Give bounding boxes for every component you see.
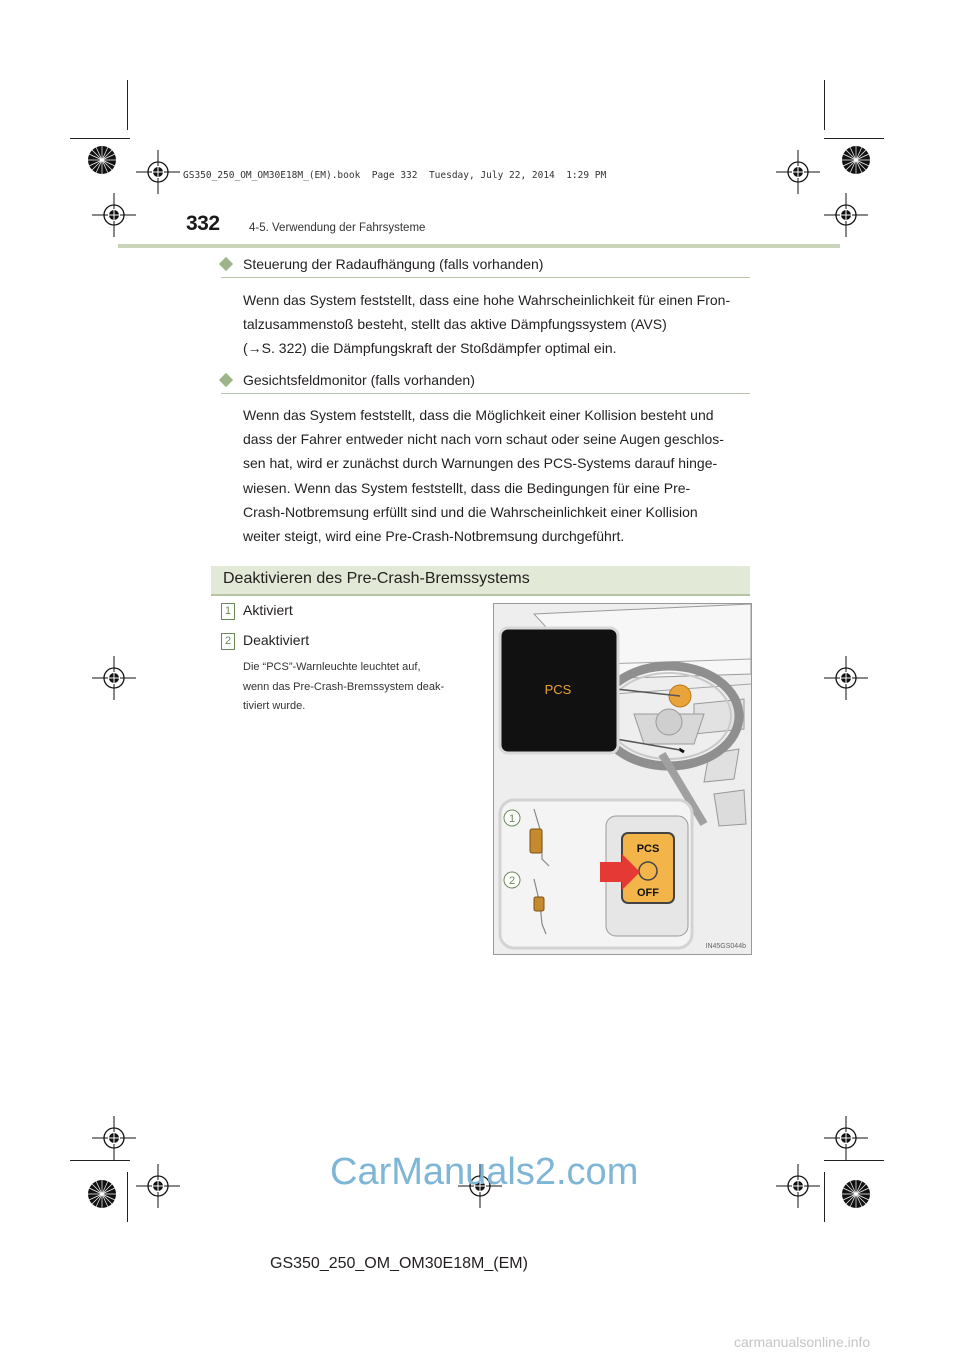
paragraph-line: talzusammenstoß besteht, stellt das aktive Dämpfungssystem (AVS): [243, 316, 667, 333]
star-registration-mark: [80, 138, 124, 182]
paragraph-line: (→S. 322) die Dämpfungskraft der Stoßdämpfer optimal ein.: [243, 340, 617, 357]
callout-2: 2: [508, 875, 516, 887]
number-badge: 2: [221, 633, 235, 650]
paragraph-line: Crash-Notbremsung erfüllt sind und die Wahrscheinlichkeit einer Kollision: [243, 503, 698, 520]
list-item-label: Deaktiviert: [243, 632, 310, 648]
crop-line: [127, 1172, 128, 1222]
watermark: CarManuals2.com: [330, 1151, 639, 1193]
star-registration-mark: [834, 138, 878, 182]
crosshair-registration-mark: [776, 150, 820, 194]
crop-line: [824, 138, 884, 139]
crosshair-registration-mark: [824, 656, 868, 700]
subsection-rule: [221, 393, 750, 394]
crop-line: [824, 1172, 825, 1222]
paragraph-line: wiesen. Wenn das System feststellt, dass die Bedingungen für eine Pre-: [243, 479, 691, 496]
crop-line: [824, 1160, 884, 1161]
crosshair-registration-mark: [824, 193, 868, 237]
figure-code: IN45GS044b: [705, 943, 746, 950]
note-line: tiviert wurde.: [243, 700, 306, 712]
diamond-bullet-icon: [219, 257, 233, 271]
site-credit: carmanualsonline.info: [734, 1334, 871, 1350]
section-title-bar: [211, 566, 750, 596]
header-rule: [118, 244, 840, 248]
paragraph-driver-monitor: [243, 403, 745, 548]
subsection-heading-text: Steuerung der Radaufhängung (falls vorhanden): [243, 256, 544, 272]
crosshair-registration-mark: [824, 1116, 868, 1160]
note-text: [243, 658, 478, 717]
subsection-heading-text: Gesichtsfeldmonitor (falls vorhanden): [243, 372, 475, 388]
crop-line: [70, 138, 130, 139]
book-slug-line: GS350_250_OM_OM30E18M_(EM).book Page 332 Tuesday, July 22, 2014 1:29 PM: [183, 170, 607, 181]
star-registration-mark: [834, 1172, 878, 1216]
section-title: Deaktivieren des Pre-Crash-Bremssystems: [223, 570, 530, 587]
chapter-title: 4-5. Verwendung der Fahrsysteme: [249, 222, 426, 234]
paragraph-line: weiter steigt, wird eine Pre-Crash-Notbremsung durchgeführt.: [243, 528, 625, 545]
paragraph-line: Wenn das System feststellt, dass die Möglichkeit einer Kollision besteht und: [243, 407, 714, 423]
paragraph-line: Wenn das System feststellt, dass eine hohe Wahrscheinlichkeit für einen Fron-: [243, 292, 731, 308]
diamond-bullet-icon: [219, 373, 233, 387]
subsection-rule: [221, 277, 750, 278]
crop-line: [824, 80, 825, 130]
paragraph-line: dass der Fahrer entweder nicht nach vorn schaut oder seine Augen geschlos-: [243, 431, 724, 448]
list-item-label: Aktiviert: [243, 602, 293, 618]
crosshair-registration-mark: [136, 150, 180, 194]
crosshair-registration-mark: [92, 1116, 136, 1160]
callout-1: 1: [508, 813, 516, 825]
crosshair-registration-mark: [92, 656, 136, 700]
crosshair-registration-mark: [92, 193, 136, 237]
footer-document-id: GS350_250_OM_OM30E18M_(EM): [270, 1255, 528, 1272]
crop-line: [70, 1160, 130, 1161]
star-registration-mark: [80, 1172, 124, 1216]
crop-line: [127, 80, 128, 130]
crosshair-registration-mark: [136, 1164, 180, 1208]
pcs-indicator-text: PCS: [544, 682, 572, 697]
note-line: wenn das Pre-Crash-Bremssystem deak-: [243, 680, 445, 693]
switch-pcs-label: PCS: [636, 843, 660, 855]
number-badge: 1: [221, 603, 235, 620]
paragraph-suspension: [243, 288, 745, 361]
pcs-switch-illustration: [493, 603, 752, 955]
page-number: 332: [186, 212, 220, 235]
note-line: Die “PCS”-Warnleuchte leuchtet auf,: [243, 661, 421, 673]
paragraph-line: sen hat, wird er zunächst durch Warnungen des PCS-Systems darauf hinge-: [243, 455, 718, 472]
switch-off-label: OFF: [637, 887, 659, 899]
crosshair-registration-mark: [776, 1164, 820, 1208]
